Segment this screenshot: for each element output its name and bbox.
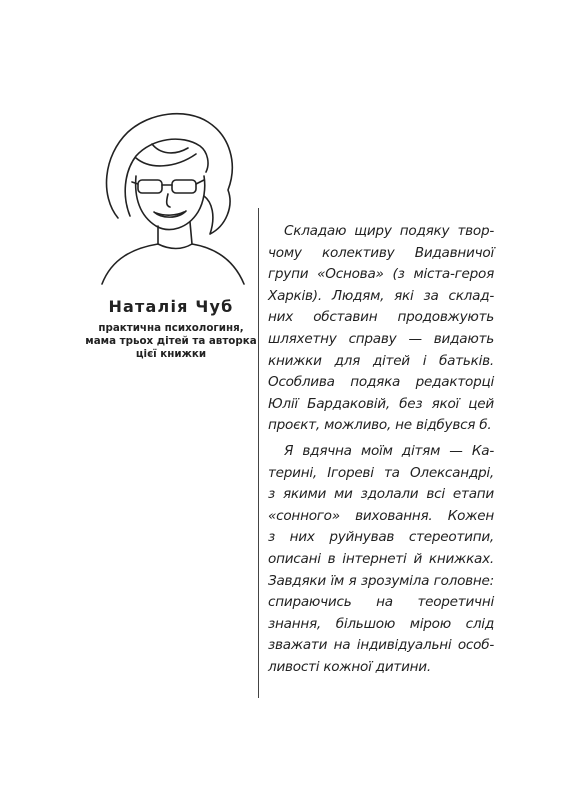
text-line: них обставин продовжують: [268, 309, 494, 326]
hair-outline: [107, 114, 233, 234]
acknowledgement-paragraph-1: [268, 221, 494, 437]
vertical-divider: [258, 208, 259, 698]
author-bio-line: цієї книжки: [135, 348, 207, 360]
text-line: книжки для дітей і батьків.: [268, 352, 494, 369]
text-line: описані в інтернеті й книжках.: [268, 550, 494, 567]
author-bio-line: мама трьох дітей та авторка: [85, 335, 257, 347]
text-line: Складаю щиру подяку твор-: [284, 223, 494, 239]
text-line: Особлива подяка редакторці: [268, 374, 494, 391]
text-line: Юлії Бардаковій, без якої цей: [268, 395, 494, 412]
text-line: з них руйнував стереотипи,: [268, 529, 494, 546]
face-outline: [136, 176, 205, 230]
text-line: ливості кожної дитини.: [268, 658, 431, 675]
text-line: проєкт, можливо, не відбувся б.: [268, 417, 492, 434]
text-line: спираючись на теоретичні: [268, 594, 494, 611]
text-line: групи «Основа» (з міста-героя: [268, 266, 494, 283]
author-bio: [52, 322, 290, 361]
text-line: знання, більшою мірою слід: [268, 615, 494, 632]
acknowledgement-paragraph-2: [268, 441, 494, 679]
text-line: чому колективу Видавничої: [268, 244, 494, 261]
text-line: шляхетну справу — видають: [268, 330, 494, 347]
glasses-left-lens: [138, 180, 162, 193]
acknowledgements-text: [268, 221, 494, 678]
glasses-right-lens: [172, 180, 196, 193]
shoulders: [102, 244, 244, 284]
nose: [167, 194, 170, 207]
author-portrait-illustration: [78, 98, 268, 288]
text-line: «сонного» виховання. Кожен: [268, 507, 494, 524]
author-name: Наталія Чуб: [108, 297, 234, 316]
author-bio-line: практична психологиня,: [98, 322, 244, 334]
text-line: з якими ми здолали всі етапи: [268, 486, 494, 503]
text-line: Завдяки їм я зрозуміла головне:: [268, 572, 494, 589]
bangs: [136, 154, 196, 166]
text-line: Я вдячна моїм дітям — Ка-: [284, 442, 494, 459]
text-line: зважати на індивідуальні особ-: [268, 637, 494, 654]
text-line: Харків). Людям, які за склад-: [268, 287, 494, 304]
text-line: терині, Ігореві та Олександрі,: [268, 464, 494, 481]
